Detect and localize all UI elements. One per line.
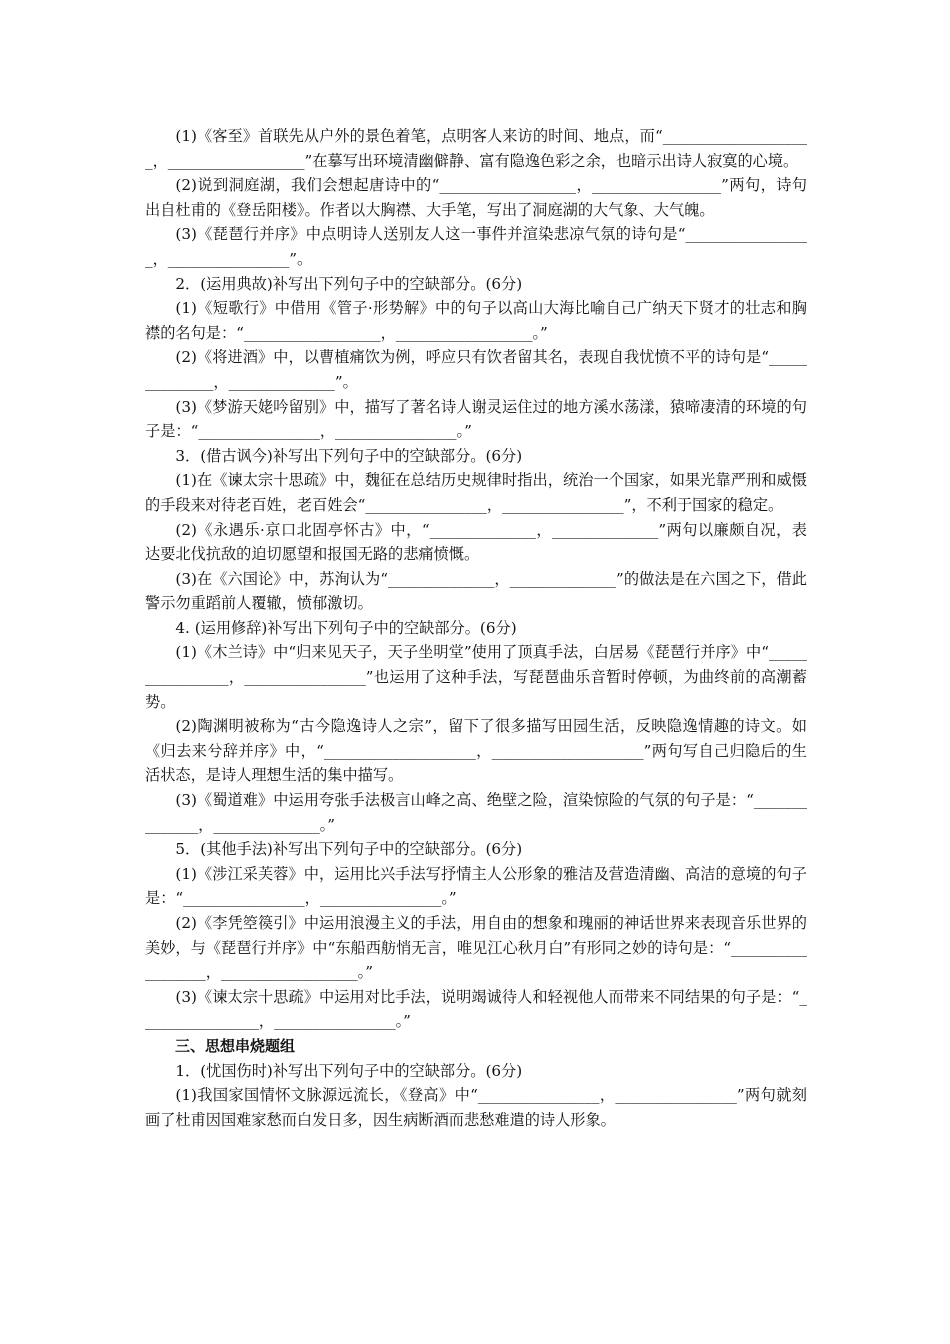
section3-question-1-1-text: (1)我国家国情怀文脉源远流长，《登高》中“________________，________________”两句就刻画了杜甫因国难家愁而白发日多，因生病断酒而悲愁难遣的诗人形象。 bbox=[145, 1086, 807, 1129]
question-2-2-text: (2)《将进酒》中，以曹植痛饮为例，呼应只有饮者留其名，表现自我忧愤不平的诗句是“______________，______________”。 bbox=[145, 348, 807, 391]
section3-question-1-title: 1．(忧国伤时)补写出下列句子中的空缺部分。(6分) bbox=[175, 1061, 523, 1080]
question-2-1-text: (1)《短歌行》中借用《管子·形势解》中的句子以高山大海比喻自己广纳天下贤才的壮志和胸襟的名句是：“__________________，__________________。” bbox=[145, 299, 807, 342]
question-3-3-text: (3)在《六国论》中，苏洵认为“______________，______________”的做法是在六国之下，借此警示勿重蹈前人覆辙，愤郁激切。 bbox=[145, 569, 807, 613]
section-heading: 三、思想串烧题组 bbox=[175, 1036, 296, 1055]
question-2-title: 2．(运用典故)补写出下列句子中的空缺部分。(6分) bbox=[175, 274, 523, 293]
document-page bbox=[145, 124, 807, 1132]
question-1-2-text: (2)说到洞庭湖，我们会想起唐诗中的“__________________，_________________”两句，诗句出自杜甫的《登岳阳楼》。作者以大胸襟、大手笔，写出了洞庭湖的大气象、大气魄。 bbox=[145, 176, 807, 219]
question-5-1-text: (1)《涉江采芙蓉》中，运用比兴手法写抒情主人公形象的雅洁及营造清幽、高洁的意境的句子是：“________________，________________。” bbox=[145, 864, 807, 908]
question-5-2-text: (2)《李凭箜篌引》中运用浪漫主义的手法，用自由的想象和瑰丽的神话世界来表现音乐世界的美妙，与《琵琶行并序》中“东船西舫悄无言，唯见江心秋月白”有形同之妙的诗句是：“__________________，__________________。” bbox=[145, 914, 807, 982]
question-1-3-text: (3)《琵琶行并序》中点明诗人送别友人这一事件并渲染悲凉气氛的诗句是“_________________，________________”。 bbox=[145, 225, 807, 268]
question-5-title: 5．(其他手法)补写出下列句子中的空缺部分。(6分) bbox=[175, 840, 523, 859]
question-4-2-text: (2)陶渊明被称为“古今隐逸诗人之宗”，留下了很多描写田园生活，反映隐逸情趣的诗文。如《归去来兮辞并序》中，“____________________，____________________”两句写自己归隐后的生活状态，是诗人理想生活的集中描写。 bbox=[145, 717, 807, 785]
question-5-3-text: (3)《谏太宗十思疏》中运用对比手法，说明竭诚待人和轻视他人而带来不同结果的句子是：“________________，________________。” bbox=[145, 987, 807, 1031]
question-3-1-text: (1)在《谏太宗十思疏》中，魏征在总结历史规律时指出，统治一个国家，如果光靠严刑和威慑的手段来对待老百姓，老百姓会“________________，________________”，不利于国家的稳定。 bbox=[145, 471, 807, 514]
question-4-title: 4. (运用修辞)补写出下列句子中的空缺部分。(6分) bbox=[175, 618, 517, 637]
question-2-3-text: (3)《梦游天姥吟留别》中，描写了著名诗人谢灵运住过的地方溪水荡漾，猿啼凄清的环境的句子是：“________________，________________。” bbox=[145, 397, 807, 441]
question-3-title: 3．(借古讽今)补写出下列句子中的空缺部分。(6分) bbox=[175, 446, 523, 465]
question-3-2-text: (2)《永遇乐·京口北固亭怀古》中，“______________，______________”两句以廉颇自况，表达要北伐抗敌的迫切愿望和报国无路的悲痛愤慨。 bbox=[145, 520, 807, 564]
question-4-3-text: (3)《蜀道难》中运用夸张手法极言山峰之高、绝壁之险，渲染惊险的气氛的句子是：“______________，______________。” bbox=[145, 791, 807, 834]
question-4-1-text: (1)《木兰诗》中“归来见天子，天子坐明堂”使用了顶真手法，白居易《琵琶行并序》中“________________，________________”也运用了这种手法，写琵琶曲乐音暂时停顿，为曲终前的高潮蓄势。 bbox=[145, 643, 807, 711]
question-1-1-text: (1)《客至》首联先从户外的景色着笔，点明客人来访的时间、地点，而“____________________，__________________”在摹写出环境清幽僻静、富有隐逸色彩之余，也暗示出诗人寂寞的心境。 bbox=[145, 127, 807, 170]
